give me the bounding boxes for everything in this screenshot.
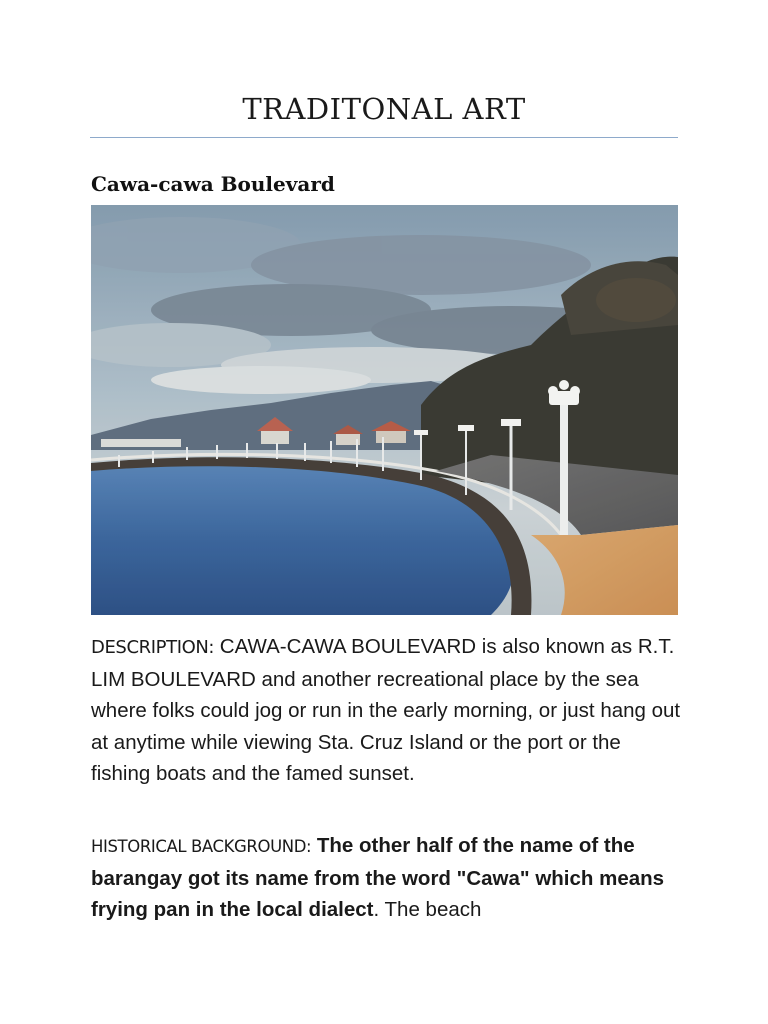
boulevard-painting (91, 205, 678, 615)
description-label: DESCRIPTION: (91, 637, 215, 658)
historical-text: . The beach (373, 898, 482, 921)
description-text: CAWA-CAWA BOULEVARD is also known as R.T. LIM BOULEVARD and another recreational place by the sea where folks could jog or run in the early morning, or just hang out at anytime while viewing Sta. Cruz Island or the port or the fishing boats and the famed sunset. (91, 635, 681, 785)
description-paragraph (91, 631, 681, 790)
title-underline (90, 137, 678, 138)
historical-paragraph (91, 830, 681, 926)
section-heading: Cawa-cawa Boulevard (91, 172, 335, 196)
historical-bold-text: The other half of the name of the barangay got its name from the word "Cawa" which means frying pan in the local dialect (91, 834, 665, 921)
page-title: TRADITONAL ART (242, 92, 526, 126)
historical-label: HISTORICAL BACKGROUND: (91, 837, 312, 856)
